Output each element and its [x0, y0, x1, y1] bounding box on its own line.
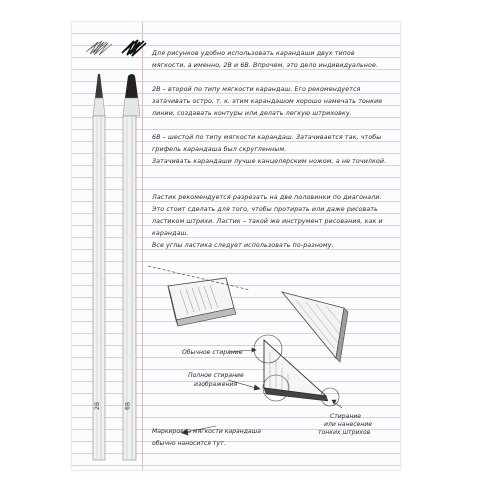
label-full-erase-2: изображения: [194, 381, 238, 388]
label-erase-thin-1: Стирание: [330, 413, 362, 420]
text-6b-description: 6B – шестой по типу мягкости карандаш. Затачивается так, чтобы грифель карандаша был скругленным.: [152, 134, 382, 153]
eraser-whole: [148, 266, 250, 326]
text-pencil-types: Для рисунков удобно использовать карандаши двух типов мягкости, а именно, 2B и 6B. Впрочем, это дело индивидуальное.: [152, 50, 379, 69]
pencil-6b-label: 6B: [124, 402, 132, 410]
text-eraser-cut: Ластик рекомендуется разрезать на две половинки по диагонали. Это стоит сделать для того, чтобы протирать или даже рисовать ластиком штрихи. Ластик – такой же инструмент рисования, как и карандаш.: [152, 194, 383, 237]
label-full-erase-1: Полное стирание: [188, 372, 244, 379]
label-marking-1: Маркировка мягкости карандаша: [152, 428, 261, 435]
text-sharpening: Затачивать карандаши лучше канцелярским ножом, а не точилкой.: [152, 158, 387, 165]
label-marking-2: обычно наносится тут.: [152, 440, 226, 447]
notebook-page: [72, 22, 400, 470]
label-erase-thin-3: тонких штрихов: [318, 429, 371, 436]
label-normal-erase: Обычное стирание: [182, 349, 243, 356]
pencil-scribble-2b: [86, 41, 112, 55]
text-2b-description: 2B – второй по типу мягкости карандаш. Его рекомендуется затачивать остро, т. к. этим карандашом хорошо намечать тонкие линии, создавать контуры или делать легкую штриховку.: [152, 86, 383, 117]
label-erase-thin-2: или нанесение: [324, 421, 372, 428]
pencil-2b-label: 2B: [94, 402, 101, 410]
pencil-scribble-6b: [122, 40, 146, 56]
text-eraser-corners: Все углы ластика следует использовать по-разному.: [152, 242, 334, 249]
eraser-triangle: [282, 292, 348, 362]
